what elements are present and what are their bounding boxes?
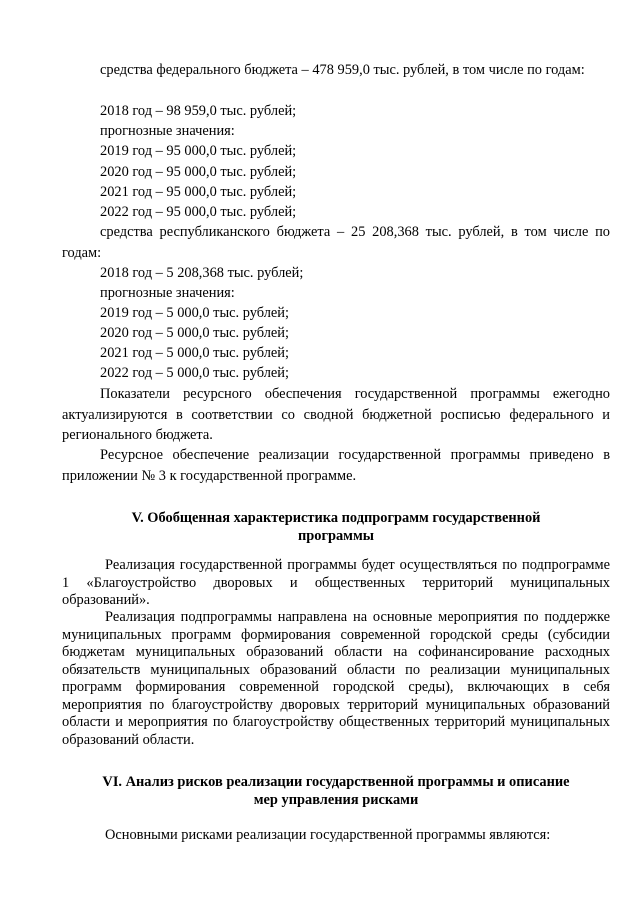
section-5-heading-line-2: программы <box>297 528 375 544</box>
republic-budget-line: прогнозные значения: <box>100 285 235 301</box>
federal-budget-line: прогнозные значения: <box>100 123 235 139</box>
republic-budget-line: 2018 год – 5 208,368 тыс. рублей; <box>100 265 304 281</box>
republic-budget-line: 2019 год – 5 000,0 тыс. рублей; <box>100 305 289 321</box>
republic-budget-intro: средства республиканского бюджета – 25 208,368 тыс. рублей, в том числе по годам: <box>62 224 610 261</box>
federal-budget-intro: средства федерального бюджета – 478 959,0 тыс. рублей, в том числе по годам: <box>100 62 585 78</box>
federal-budget-line: 2019 год – 95 000,0 тыс. рублей; <box>100 143 297 159</box>
section-5-paragraph-2: Реализация подпрограммы направлена на основные мероприятия по поддержке муниципальных программ формирования современной городской среды (субсидии бюджетам муниципальных образований области на софинансирование расходных обязательств муниципальных образований области по реализации муниципальных программ формирования современной городской среды), включающих в себя мероприятия по благоустройству дворовых территорий муниципальных образований области и мероприятия по благоустройству общественных территорий муниципальных образований области. <box>62 609 610 748</box>
federal-budget-line: 2020 год – 95 000,0 тыс. рублей; <box>100 164 297 180</box>
appendix-paragraph: Ресурсное обеспечение реализации государственной программы приведено в приложении № 3 к государственной программе. <box>62 447 610 484</box>
republic-budget-line: 2022 год – 5 000,0 тыс. рублей; <box>100 365 289 381</box>
federal-budget-line: 2021 год – 95 000,0 тыс. рублей; <box>100 184 297 200</box>
federal-budget-line: 2022 год – 95 000,0 тыс. рублей; <box>100 204 297 220</box>
section-6-paragraph-1: Основными рисками реализации государственной программы являются: <box>105 827 551 843</box>
federal-budget-line: 2018 год – 98 959,0 тыс. рублей; <box>100 103 297 119</box>
section-6-heading-line-1: VI. Анализ рисков реализации государственной программы и описание <box>102 774 570 790</box>
republic-budget-line: 2020 год – 5 000,0 тыс. рублей; <box>100 325 289 341</box>
section-5-heading-line-1: V. Обобщенная характеристика подпрограмм государственной <box>131 510 541 526</box>
republic-budget-line: 2021 год – 5 000,0 тыс. рублей; <box>100 345 289 361</box>
indicators-paragraph: Показатели ресурсного обеспечения государственной программы ежегодно актуализируются в соответствии со сводной бюджетной росписью федерального и регионального бюджета. <box>62 386 610 444</box>
section-5-paragraph-1: Реализация государственной программы будет осуществляться по подпрограмме 1 «Благоустройство дворовых и общественных территорий муниципальных образований». <box>62 557 610 608</box>
section-6-heading-line-2: мер управления рисками <box>253 792 419 808</box>
